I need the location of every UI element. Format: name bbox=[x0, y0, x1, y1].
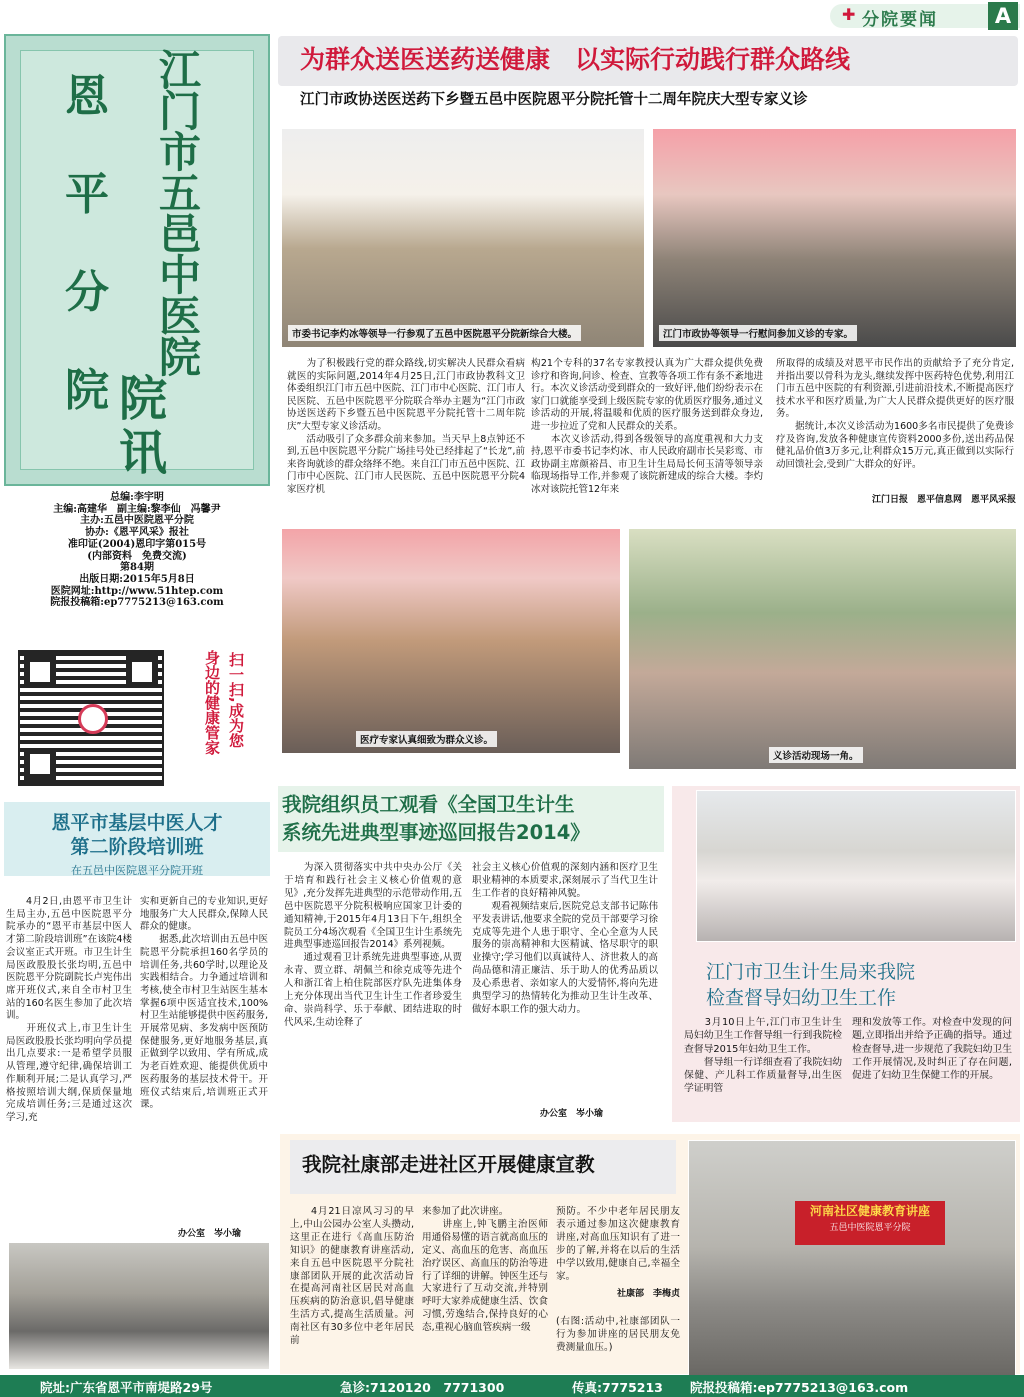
story2-byline: 办公室 岑小瑜 bbox=[178, 1229, 242, 1239]
qr-slogan-1: 扫一扫,成为您 bbox=[227, 652, 245, 748]
story3-col2: 社会主义核心价值观的深刻内涵和医疗卫生职业精神的本质要求,深刻展示了当代卫生计生工作者的良好精神风貌。 观看视频结束后,医院党总支部书记陈伟平发表讲话,他要求全院的党员干部要学习徐克成等先进个人患于职守、全心全意为人民服务的崇高精神和大医精诚、恪尽职守的职业操守;学习他们以真诚待人、济世救人的高尚品德和清正廉洁、乐于助人的优秀品质以及心系患者、亲如家人的大爱情怀,将向先进典型学习的热情转化为推动卫生计生改革、做好本职工作的强大动力。 bbox=[472, 862, 658, 1015]
story1-col1: 为了积极践行党的群众路线,切实解决人民群众看病就医的实际问题,2014年4月25日,江门市政协教科文卫体委组织江门市五邑中医院、江门市中心医院、江门市人民医院、五邑中医院恩平分院联合举办主题为“江门市政协送医送药下乡暨五邑中医院恩平分院托管十二周年院庆”大型专家义诊活动。 活动吸引了众多群众前来参加。当天早上8点钟还不到,五邑中医院恩平分院广场挂号处已经排起了“长龙”,前来咨询就诊的群众络绎不绝。来自江门市五邑中医院、江门市中心医院、江门市人民医院、五邑中医院恩平分院4家医疗机 bbox=[287, 358, 525, 495]
story3-col1: 为深入贯彻落实中共中央办公厅《关于培育和践行社会主义核心价值观的意见》,充分发挥先进典型的示范带动作用,五邑中医院恩平分院积极响应国家卫计委的通知精神,于2015年4月13日下午,组织全院员工分4场次观看《全国卫生计生系统先进典型事迹巡回报告2014》系列视频。 通过观看卫计系统先进典型事迹,从贾永青、贾立群、胡佩兰和徐克成等先进个人和浙江省上柏住院部医疗队先进集体身上充分体现出当代卫生计生工作者珍爱生命、崇尚科学、乐于奉献、团结进取的时代风采,生动诠释了 bbox=[284, 862, 462, 1028]
photo-caption: 义诊活动现场一角。 bbox=[769, 747, 863, 763]
mast-char: 五 bbox=[158, 169, 201, 218]
qr-corner bbox=[126, 656, 158, 688]
footer-address: 院址:广东省恩平市南堤路29号 bbox=[40, 1380, 213, 1395]
story2-subhead: 在五邑中医院恩平分院开班 bbox=[71, 864, 203, 877]
mast-char: 恩 bbox=[65, 71, 109, 122]
photo-event-scene bbox=[628, 528, 1017, 770]
story5-headline: 我院社康部走进社区开展健康宣教 bbox=[302, 1153, 595, 1176]
photo-training bbox=[8, 1242, 270, 1370]
qr-code[interactable] bbox=[18, 650, 164, 786]
footer-emergency: 急诊:7120120 7771300 bbox=[340, 1380, 505, 1395]
section-title: 分院要闻 bbox=[862, 10, 938, 30]
mast-char: 邑 bbox=[158, 210, 201, 259]
photo-community bbox=[688, 1140, 1016, 1376]
story5-col1: 4月21日凉风习习的早上,中山公园办公室人头攒动,这里正在进行《高血压防治知识》的健康教育讲座活动,来自五邑中医院恩平分院社康部团队开展的此次活动旨在提高河南社区居民对高血压疾病的防治意识,倡导健康生活方式,提高生活质量。河南社区有30多位中老年居民前 bbox=[290, 1206, 414, 1347]
story4-headline-2: 检查督导妇幼卫生工作 bbox=[706, 987, 897, 1009]
banner-title: 河南社区健康教育讲座 bbox=[809, 1204, 930, 1218]
mast-char: 平 bbox=[65, 169, 109, 220]
story1-subhead: 江门市政协送医送药下乡暨五邑中医院恩平分院托管十二周年院庆大型专家义诊 bbox=[300, 92, 808, 108]
photo-caption: 医疗专家认真细致为群众义诊。 bbox=[356, 731, 497, 747]
mast-char: 院 bbox=[65, 365, 109, 416]
editors: 主编:高建华 副主编:黎李仙 冯馨尹 bbox=[53, 503, 221, 515]
internal-note: (内部资料 免费交流) bbox=[87, 550, 187, 562]
cross-icon: ✚ bbox=[842, 5, 856, 24]
email: 院报投稿箱:ep7775213@163.com bbox=[50, 597, 224, 609]
qr-corner bbox=[24, 656, 56, 688]
story5-col3: 预防。不少中老年居民朋友表示通过参加这次健康教育讲座,对高血压知识有了进一步的了解,并将在以后的生活中学以致用,健康自己,幸福全家。 bbox=[556, 1206, 680, 1282]
mast-char: 中 bbox=[158, 251, 201, 300]
photo-inspection bbox=[696, 790, 1016, 942]
mast-char: 市 bbox=[158, 128, 201, 177]
issue-number: 第84期 bbox=[120, 562, 154, 574]
mast-char: 分 bbox=[65, 267, 109, 318]
story1-col3: 所取得的成绩及对恩平市民作出的贡献给予了充分肯定,并指出要以骨科为龙头,继续发挥中医药特色优势,利用江门市五邑中医院的有利资源,引进前沿技术,不断提高医疗技术水平和医疗质量,为广大人民群众提供更好的医疗服务。 据统计,本次义诊活动为1600多名市民提供了免费诊疗及咨询,发放各种健康宣传资料2000多份,送出药品保健礼品价值3万多元,让利群众15万元,真正做到以实际行动回馈社会,受到广大群众的好评。 bbox=[776, 358, 1014, 470]
story4-col1: 3月10日上午,江门市卫生计生局妇幼卫生工作督导组一行到我院检查督导2015年妇幼卫生工作。 督导组一行详细查看了我院妇幼保健、产儿科工作质量督导,出生医学证明管 bbox=[684, 1017, 842, 1095]
mast-big-char: 院 bbox=[118, 371, 167, 427]
photo-committee-visit bbox=[652, 128, 1017, 348]
story2-headline-2: 第二阶段培训班 bbox=[70, 836, 204, 858]
story4-headline-1: 江门市卫生计生局来我院 bbox=[706, 961, 916, 983]
host: 主办:五邑中医院恩平分院 bbox=[80, 515, 194, 527]
publish-date: 出版日期:2015年5月8日 bbox=[79, 573, 195, 585]
story4-col2: 理和发放等工作。对检查中发现的问题,立即指出并给予正确的指导。通过检查督导,进一步规范了我院妇幼卫生工作开展情况,及时纠正了存在问题,促进了妇幼卫生保健工作的开展。 bbox=[852, 1017, 1012, 1082]
mast-char: 门 bbox=[158, 87, 201, 136]
mast-char: 院 bbox=[158, 333, 201, 382]
footer-mailbox: 院报投稿箱:ep7775213@163.com bbox=[690, 1380, 909, 1395]
banner-subtitle: 五邑中医院恩平分院 bbox=[829, 1223, 911, 1233]
community-banner bbox=[795, 1201, 945, 1245]
story5-caption: (右图:活动中,社康部团队一行为参加讲座的居民朋友免费测量血压。) bbox=[556, 1316, 680, 1353]
story1-byline: 江门日报 恩平信息网 恩平风采报 bbox=[871, 495, 1016, 505]
page-letter: A bbox=[988, 2, 1018, 30]
photo-leaders-visit bbox=[281, 128, 645, 348]
mast-char: 江 bbox=[158, 46, 201, 95]
info-block bbox=[4, 492, 270, 609]
masthead-col2 bbox=[148, 46, 212, 382]
chief-editor: 总编:李宇明 bbox=[110, 492, 164, 503]
story2-col2: 实和更新自己的专业知识,更好地服务广大人民群众,保障人民群众的健康。 据悉,此次培训由五邑中医院恩平分院承担160名学员的培训任务,共60学时,以理论及实践相结合。力争通过培训和考核,使全市村卫生站医生基本掌握6项中医适宜技术,100%村卫生站能够提供中医药服务,开展常见病、多发病中医预防保健服务,更好地服务基层,真正做到学以致用、学有所成,成为老百姓欢迎、能提供优质中医药服务的基层技术骨干。开班仪式结束后,培训班正式开课。 bbox=[140, 896, 268, 1111]
co-host: 协办:《恩平风采》报社 bbox=[85, 527, 189, 539]
print-permit: 准印证(2004)恩印字第015号 bbox=[67, 538, 207, 550]
masthead-big bbox=[98, 372, 188, 480]
qr-slogan-2: 身边的健康管家 bbox=[203, 650, 221, 755]
website: 医院网址:http://www.51htep.com bbox=[50, 585, 224, 597]
story3-headline-1: 我院组织员工观看《全国卫生计生 bbox=[282, 793, 575, 816]
photo-caption: 市委书记李灼冰等领导一行参观了五邑中医院恩平分院新综合大楼。 bbox=[288, 325, 581, 341]
photo-caption: 江门市政协等领导一行慰问参加义诊的专家。 bbox=[659, 325, 857, 341]
photo-clinic bbox=[281, 528, 621, 754]
mast-char: 医 bbox=[158, 292, 201, 341]
story1-col2: 构21个专科的37名专家教授认真为广大群众提供免费诊疗和咨询,问诊、检查、宣教等各项工作有条不紊地进行。本次义诊活动受到群众的一致好评,他们纷纷表示在家门口就能享受到上级医院专家的优质医疗服务,通过义诊活动的开展,将温暖和优质的医疗服务送到群众身边,进一步拉近了党和人民群众的关系。 本次义诊活动,得到各级领导的高度重视和大力支持,恩平市委书记李灼冰、市人民政府副市长吴彩鸾、市政协副主席颜裕昌、市卫生计生局局长何玉清等领导亲临现场指导工作,并参观了该院新建成的综合大楼。李灼冰对该院托管12年来 bbox=[531, 358, 763, 495]
qr-logo bbox=[78, 704, 108, 734]
qr-corner bbox=[24, 748, 56, 780]
story3-headline-2: 系统先进典型事迹巡回报告2014》 bbox=[282, 821, 590, 844]
story3-byline: 办公室 岑小瑜 bbox=[540, 1109, 604, 1119]
footer-fax: 传真:7775213 bbox=[572, 1380, 663, 1395]
story2-headline-1: 恩平市基层中医人才 bbox=[51, 812, 223, 834]
story2-col1: 4月2日,由恩平市卫生计生局主办,五邑中医院恩平分院承办的“恩平市基层中医人才第二阶段培训班”在该院4楼会议室正式开班。市卫生计生局医政股股长张均明,五邑中医院恩平分院副院长卢宪伟出席开班仪式,来自全市村卫生站的160名医生参加了此次培训。 开班仪式上,市卫生计生局医政股股长张均明向学员提出几点要求:一是希望学员服从管理,遵守纪律,确保培训工作顺利开展;二是认真学习,严格按照培训大纲,保质保量地完成培训任务;三是通过这次学习,充 bbox=[6, 896, 132, 1123]
story5-col2: 来参加了此次讲座。 讲座上,钟飞鹏主治医师用通俗易懂的语言就高血压的定义、高血压的危害、高血压治疗误区、高血压的防治等进行了详细的讲解。钟医生还与大家进行了互动交流,并特别呼吁大家养成健康生活、饮食习惯,劳逸结合,保持良好的心态,重视心脑血管疾病一级 bbox=[422, 1206, 548, 1334]
mast-big-char: 讯 bbox=[118, 425, 167, 481]
story1-headline: 为群众送医送药送健康 以实际行动践行群众路线 bbox=[300, 45, 851, 74]
story5-byline: 社康部 李梅贞 bbox=[616, 1289, 680, 1299]
